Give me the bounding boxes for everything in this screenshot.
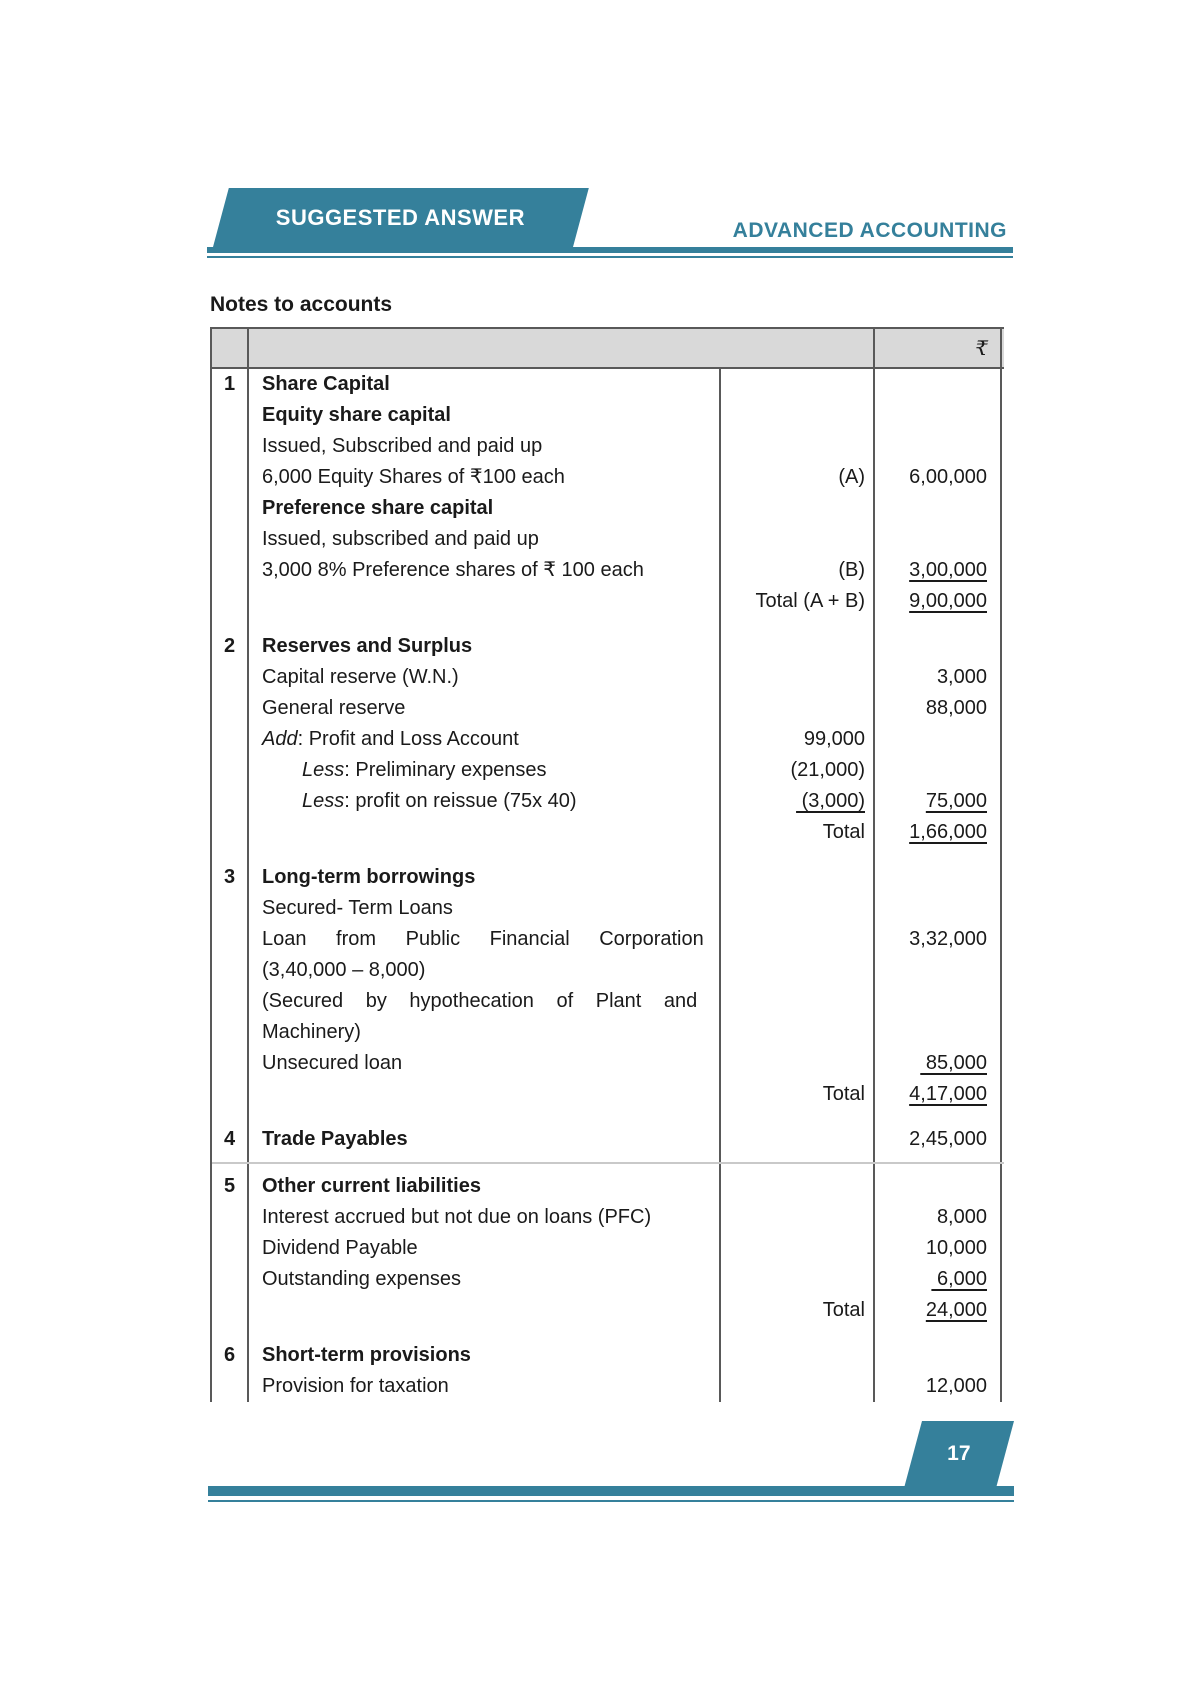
table-row — [212, 1164, 1004, 1202]
row-description: Secured- Term Loans — [249, 893, 721, 924]
row-description: Long-term borrowings — [249, 848, 721, 893]
row-mid-label: Total (A + B) — [721, 586, 875, 617]
table-row — [212, 586, 1004, 617]
row-description: Capital reserve (W.N.) — [249, 662, 721, 693]
row-description: 6,000 Equity Shares of ₹100 each — [249, 462, 721, 493]
table-row — [212, 1264, 1004, 1295]
table-row — [212, 1079, 1004, 1110]
row-amount: 75,000 — [925, 790, 987, 812]
row-description: Share Capital — [249, 369, 721, 400]
row-mid-label: Total — [721, 1079, 875, 1110]
row-text: : Profit and Loss Account — [297, 728, 519, 750]
row-mid-value: (B) — [721, 555, 875, 586]
row-amount: 85,000 — [920, 1052, 987, 1074]
row-number: 4 — [212, 1110, 249, 1155]
row-description: Interest accrued but not due on loans (PFC) — [249, 1202, 721, 1233]
row-number: 1 — [212, 369, 249, 400]
banner-label: SUGGESTED ANSWER — [276, 204, 526, 230]
table-row — [212, 555, 1004, 586]
table-row — [212, 431, 1004, 462]
row-amount: 3,32,000 — [875, 924, 1002, 986]
row-description: Unsecured loan — [249, 1048, 721, 1079]
row-description — [249, 786, 721, 817]
table-header-row — [212, 329, 1004, 369]
table-row — [212, 369, 1004, 400]
table-row — [212, 1202, 1004, 1233]
row-description: Provision for taxation — [249, 1371, 721, 1402]
row-amount: 3,000 — [875, 662, 1002, 693]
row-text-line2: (3,40,000 – 8,000) — [262, 959, 426, 981]
row-description: Reserves and Surplus — [249, 617, 721, 662]
header-number-cell — [212, 329, 249, 367]
row-description: Short-term provisions — [249, 1326, 721, 1371]
row-number: 2 — [212, 617, 249, 662]
suggested-answer-banner — [213, 188, 589, 247]
table-row — [212, 924, 1004, 986]
row-description — [249, 724, 721, 755]
table-row — [212, 400, 1004, 431]
page-number: 17 — [947, 1441, 971, 1465]
row-mid-value: (21,000) — [721, 755, 875, 786]
header-description-cell — [249, 329, 875, 367]
row-amount: 12,000 — [875, 1371, 1002, 1402]
row-description: 3,000 8% Preference shares of ₹ 100 each — [249, 555, 721, 586]
table-row — [212, 786, 1004, 817]
table-row — [212, 986, 1004, 1048]
currency-symbol: ₹ — [875, 329, 1002, 367]
table-row — [212, 693, 1004, 724]
row-amount: 9,00,000 — [909, 590, 987, 612]
notes-heading: Notes to accounts — [210, 293, 393, 316]
row-text-line2: Machinery) — [262, 1021, 361, 1043]
row-description: Issued, subscribed and paid up — [249, 524, 721, 555]
table-row — [212, 848, 1004, 893]
row-description: Equity share capital — [249, 400, 721, 431]
row-text-line1: Loan from Public Financial Corporation — [262, 928, 704, 950]
row-amount: 8,000 — [875, 1202, 1002, 1233]
table-row — [212, 755, 1004, 786]
table-row — [212, 817, 1004, 848]
footer-rule-thick — [208, 1486, 1014, 1496]
row-number: 6 — [212, 1326, 249, 1371]
row-description — [249, 924, 721, 986]
row-description: Preference share capital — [249, 493, 721, 524]
document-title: ADVANCED ACCOUNTING — [732, 219, 1007, 242]
row-text: : profit on reissue (75x 40) — [344, 790, 577, 812]
row-amount: 2,45,000 — [875, 1110, 1002, 1155]
row-number: 3 — [212, 848, 249, 893]
table-row — [212, 893, 1004, 924]
row-amount: 24,000 — [925, 1299, 987, 1321]
row-description: Outstanding expenses — [249, 1264, 721, 1295]
row-mid-label: Total — [721, 1295, 875, 1326]
row-description: Issued, Subscribed and paid up — [249, 431, 721, 462]
table-row — [212, 662, 1004, 693]
header-rule-thin — [207, 256, 1013, 258]
table-row — [212, 1295, 1004, 1326]
footer-rule-thin — [208, 1500, 1014, 1502]
row-amount: 1,66,000 — [909, 821, 987, 843]
row-description: Dividend Payable — [249, 1233, 721, 1264]
row-prefix: Add — [262, 728, 298, 750]
row-mid-value: (3,000) — [796, 790, 865, 812]
row-amount: 4,17,000 — [909, 1083, 987, 1105]
table-row — [212, 1371, 1004, 1402]
row-description: Trade Payables — [249, 1110, 721, 1155]
page-break-divider — [212, 1155, 1004, 1164]
row-amount: 6,00,000 — [875, 462, 1002, 493]
row-prefix: Less — [302, 790, 345, 812]
table-row — [212, 724, 1004, 755]
row-mid-label: Total — [721, 817, 875, 848]
row-prefix: Less — [302, 759, 345, 781]
row-mid-value: 99,000 — [721, 724, 875, 755]
table-row — [212, 1233, 1004, 1264]
table-row — [212, 524, 1004, 555]
table-row — [212, 1048, 1004, 1079]
row-number: 5 — [212, 1164, 249, 1202]
table-row — [212, 1110, 1004, 1155]
row-amount: 6,000 — [931, 1268, 987, 1290]
table-row — [212, 462, 1004, 493]
row-description — [249, 755, 721, 786]
row-description: Other current liabilities — [249, 1164, 721, 1202]
row-description: General reserve — [249, 693, 721, 724]
table-row — [212, 1326, 1004, 1371]
row-description — [249, 986, 721, 1048]
row-text-line1: (Secured by hypothecation of Plant and — [262, 990, 698, 1012]
row-amount: 3,00,000 — [909, 559, 987, 581]
row-text: : Preliminary expenses — [344, 759, 547, 781]
row-amount: 10,000 — [875, 1233, 1002, 1264]
row-amount: 88,000 — [875, 693, 1002, 724]
table-row — [212, 493, 1004, 524]
notes-to-accounts-table — [210, 327, 1004, 1402]
header-rule-thick — [207, 247, 1013, 253]
table-row — [212, 617, 1004, 662]
page-number-tab — [905, 1421, 1014, 1486]
row-mid-value: (A) — [721, 462, 875, 493]
